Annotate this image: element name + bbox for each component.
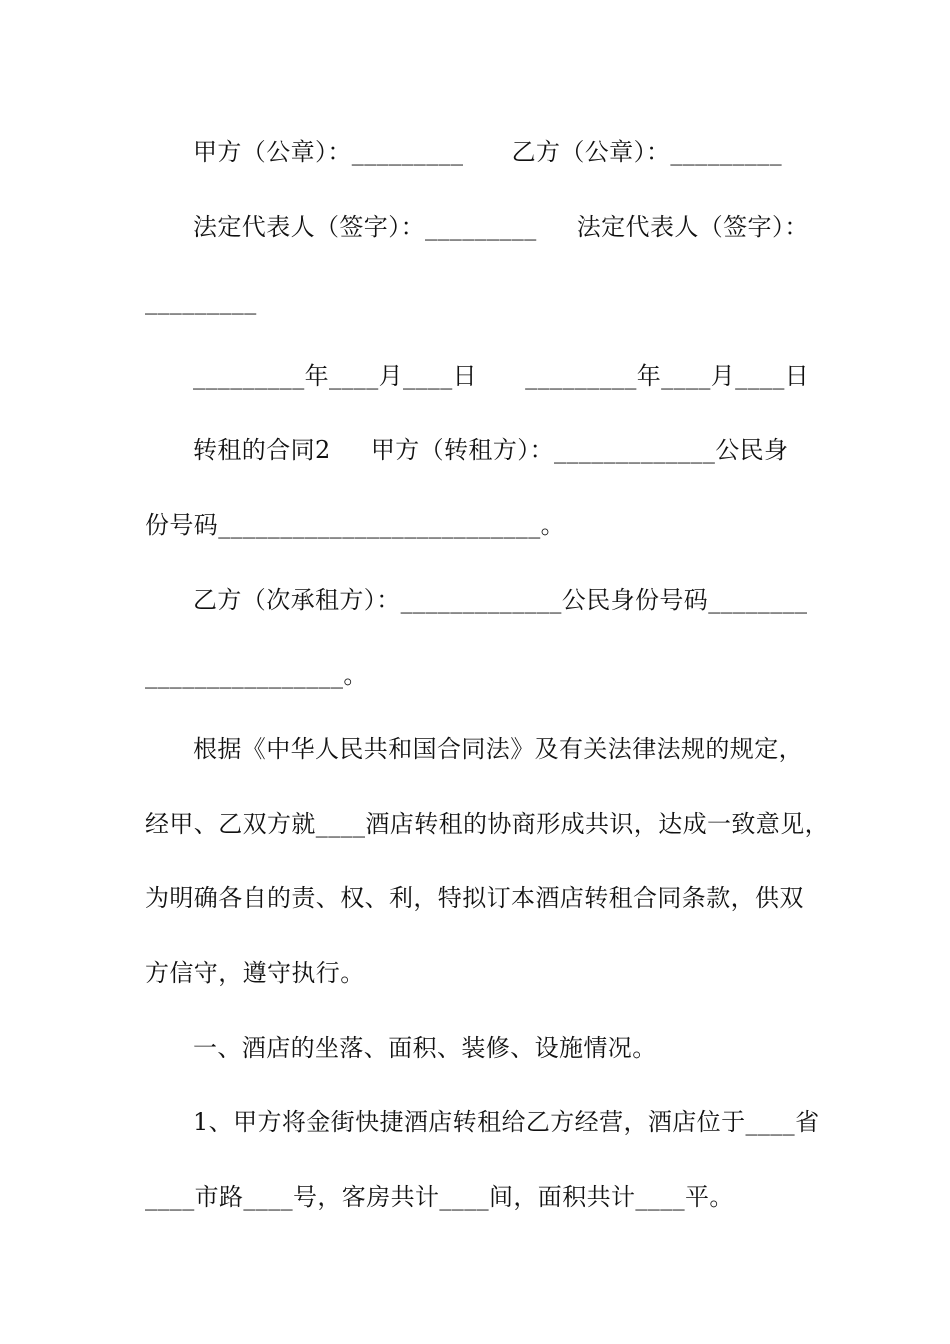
paragraph-line: 经甲、乙双方就____酒店转租的协商形成共识，达成一致意见，	[145, 810, 829, 838]
party-b-line: 乙方（次承租方）：_____________公民身份号码________	[193, 586, 808, 614]
paragraph-line: 为明确各自的责、权、利，特拟订本酒店转租合同条款，供双	[145, 884, 804, 912]
contract-two-heading-line: 转租的合同2 甲方（转租方）：_____________公民身	[193, 436, 789, 464]
id-number-line: 份号码__________________________。	[145, 511, 565, 539]
clause-line: ____市路____号，客房共计____间，面积共计____平。	[145, 1183, 734, 1211]
party-seal-line: 甲方（公章）：_________ 乙方（公章）：_________	[193, 138, 782, 166]
legal-representative-line: 法定代表人（签字）：_________ 法定代表人（签字）：	[193, 213, 809, 241]
paragraph-line: 方信守，遵守执行。	[145, 959, 365, 987]
clause-line: 1、甲方将金街快捷酒店转租给乙方经营，酒店位于____省	[193, 1108, 820, 1136]
section-heading: 一、酒店的坐落、面积、装修、设施情况。	[193, 1034, 657, 1062]
date-line: _________年____月____日 _________年____月____日	[193, 362, 810, 390]
party-b-id-continuation-line: ________________。	[145, 661, 368, 689]
signature-blank-line: _________	[145, 287, 257, 315]
paragraph-line: 根据《中华人民共和国合同法》及有关法律法规的规定，	[193, 735, 803, 763]
